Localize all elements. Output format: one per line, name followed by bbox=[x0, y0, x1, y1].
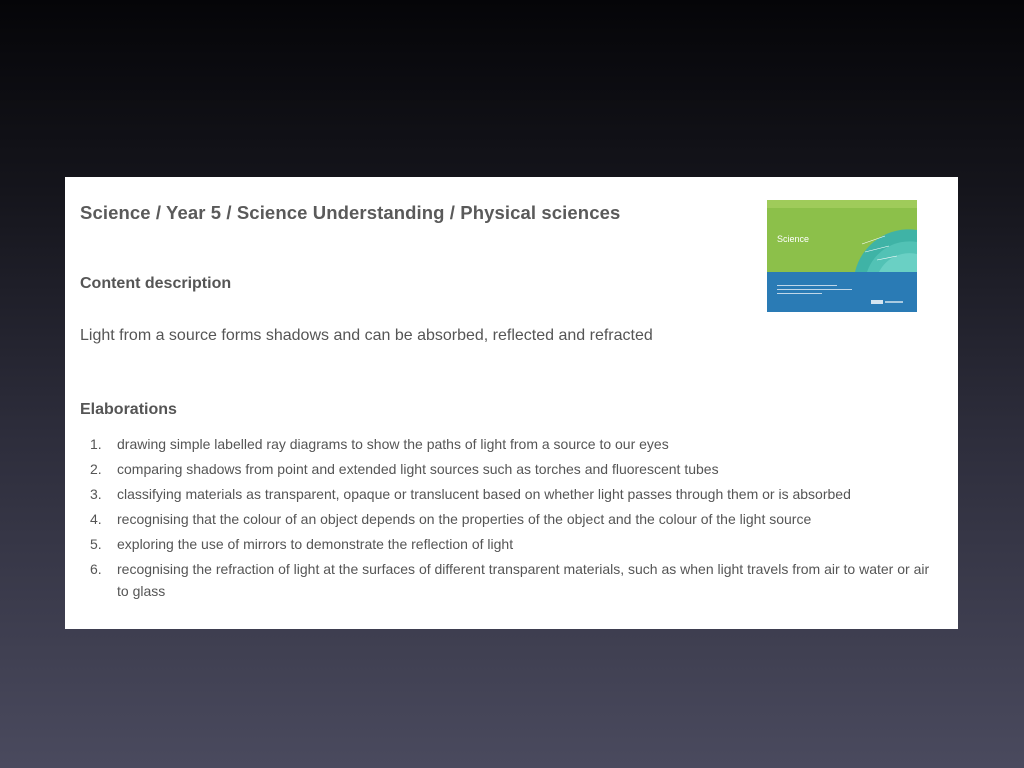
list-item-number: 5. bbox=[90, 536, 102, 552]
list-item bbox=[80, 508, 940, 530]
breadcrumb: Science / Year 5 / Science Understanding / Physical sciences bbox=[80, 202, 621, 223]
list-item-text: comparing shadows from point and extended light sources such as torches and fluorescent tubes bbox=[117, 461, 719, 477]
list-item bbox=[80, 458, 940, 480]
list-item bbox=[80, 483, 940, 505]
list-item-text: drawing simple labelled ray diagrams to show the paths of light from a source to our eyes bbox=[117, 436, 669, 452]
list-item-number: 4. bbox=[90, 511, 102, 527]
content-description-text: Light from a source forms shadows and can be absorbed, reflected and refracted bbox=[80, 327, 653, 344]
content-description-heading: Content description bbox=[80, 275, 232, 292]
list-item-number: 3. bbox=[90, 486, 102, 502]
elaborations-heading: Elaborations bbox=[80, 401, 177, 418]
list-item-number: 2. bbox=[90, 461, 102, 477]
list-item-text: exploring the use of mirrors to demonstrate the reflection of light bbox=[117, 536, 514, 552]
list-item-text: recognising that the colour of an object depends on the properties of the object and the colour of the light source bbox=[117, 511, 812, 527]
list-item bbox=[80, 558, 940, 602]
cover-caption-lines bbox=[777, 282, 857, 297]
list-item bbox=[80, 433, 940, 455]
list-item-text: recognising the refraction of light at the surfaces of different transparent materials, such as when light travels from air to water or air to glass bbox=[117, 561, 930, 599]
elaborations-list bbox=[80, 433, 940, 605]
list-item-text: classifying materials as transparent, opaque or translucent based on whether light passes through them or is absorbed bbox=[117, 486, 851, 502]
curriculum-cover-image bbox=[767, 200, 917, 312]
list-item bbox=[80, 533, 940, 555]
list-item-number: 6. bbox=[90, 561, 102, 577]
content-panel bbox=[65, 177, 958, 629]
list-item-number: 1. bbox=[90, 436, 102, 452]
cover-title: Science bbox=[777, 234, 810, 244]
